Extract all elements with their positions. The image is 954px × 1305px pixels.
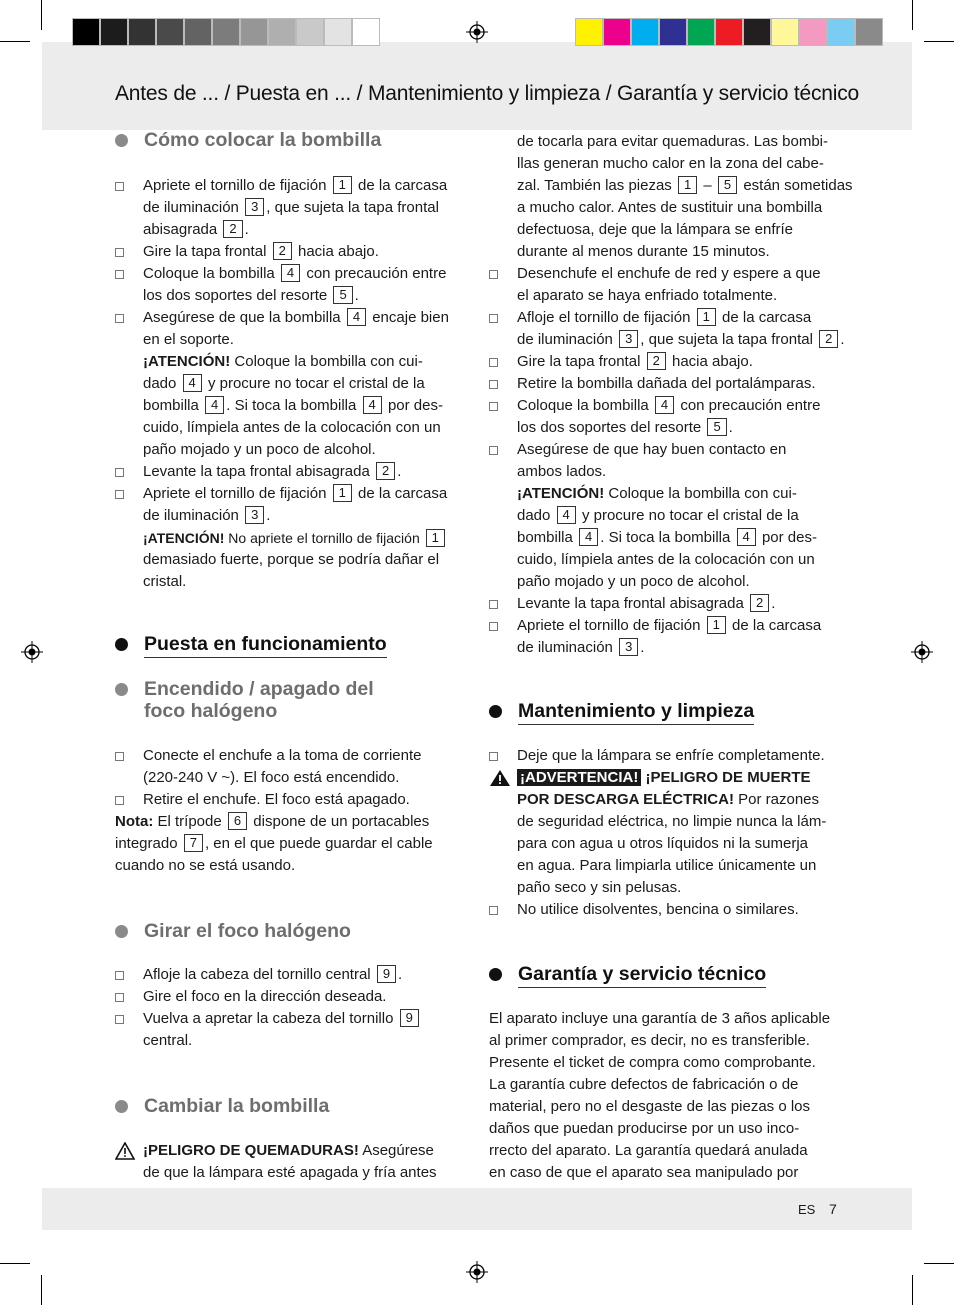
part-number: 4 xyxy=(205,396,224,414)
gray-swatch xyxy=(240,18,268,46)
checkbox-bullet-icon xyxy=(489,446,498,455)
part-number: 4 xyxy=(737,528,756,546)
color-swatch xyxy=(575,18,603,46)
part-number: 9 xyxy=(400,1009,419,1027)
crop-mark xyxy=(41,1275,42,1305)
checkbox-bullet-icon xyxy=(115,270,124,279)
page-number: 7 xyxy=(829,1201,837,1217)
gray-swatch xyxy=(100,18,128,46)
color-swatch xyxy=(855,18,883,46)
bullet-dot-icon xyxy=(489,968,502,981)
color-swatch xyxy=(771,18,799,46)
checkbox-bullet-icon xyxy=(489,752,498,761)
part-number: 1 xyxy=(426,529,445,547)
danger-label: ¡PELIGRO DE QUEMADURAS! xyxy=(143,1142,359,1159)
part-number: 1 xyxy=(333,484,352,502)
bullet-dot-icon xyxy=(115,1100,128,1113)
footer-band xyxy=(42,1188,912,1230)
crop-mark xyxy=(912,0,913,30)
color-swatch xyxy=(687,18,715,46)
gray-swatch xyxy=(184,18,212,46)
gray-swatch xyxy=(296,18,324,46)
color-swatch xyxy=(743,18,771,46)
part-number: 3 xyxy=(245,198,264,216)
part-number: 3 xyxy=(619,638,638,656)
warranty-paragraph: El aparato incluye una garantía de 3 años aplicable al primer comprador, es decir, no es transferible. Presente el ticket de compra como comprobante. La garantía cubre defectos de fabricación o de material, pero no el desgaste de las piezas o los daños que puedan producirse por un uso inco- rrecto del aparato. La garantía quedará anulada en caso de que el aparato sea manipulado por xyxy=(489,1010,831,1181)
part-number: 5 xyxy=(707,418,726,436)
crop-mark xyxy=(0,1263,30,1264)
registration-mark-icon xyxy=(21,641,43,663)
part-number: 3 xyxy=(619,330,638,348)
checkbox-bullet-icon xyxy=(115,993,124,1002)
gray-swatch xyxy=(72,18,100,46)
part-number: 4 xyxy=(557,506,576,524)
footer-language: ES xyxy=(798,1202,816,1217)
attention-label: ¡ATENCIÓN! xyxy=(143,530,225,546)
gray-swatch xyxy=(156,18,184,46)
checkbox-bullet-icon xyxy=(115,182,124,191)
registration-mark-icon xyxy=(911,641,933,663)
part-number: 3 xyxy=(245,506,264,524)
warning-triangle-icon xyxy=(115,1142,135,1160)
crop-mark xyxy=(41,0,42,30)
part-number: 4 xyxy=(347,308,366,326)
part-number: 7 xyxy=(184,834,203,852)
gray-swatch xyxy=(324,18,352,46)
part-number: 1 xyxy=(333,176,352,194)
checkbox-bullet-icon xyxy=(115,1015,124,1024)
checkbox-bullet-icon xyxy=(489,314,498,323)
checkbox-bullet-icon xyxy=(115,248,124,257)
part-number: 1 xyxy=(678,176,697,194)
part-number: 4 xyxy=(363,396,382,414)
warning-badge: ¡ADVERTENCIA! xyxy=(517,769,641,786)
checkbox-bullet-icon xyxy=(115,796,124,805)
attention-label: ¡ATENCIÓN! xyxy=(517,485,605,502)
part-number: 4 xyxy=(579,528,598,546)
crop-mark xyxy=(924,1263,954,1264)
gray-swatch xyxy=(268,18,296,46)
part-number: 2 xyxy=(223,220,242,238)
gray-swatch xyxy=(352,18,380,46)
checkbox-bullet-icon xyxy=(115,314,124,323)
checkbox-bullet-icon xyxy=(115,971,124,980)
checkbox-bullet-icon xyxy=(489,380,498,389)
checkbox-bullet-icon xyxy=(489,402,498,411)
color-swatch xyxy=(659,18,687,46)
checkbox-bullet-icon xyxy=(489,358,498,367)
part-number: 4 xyxy=(655,396,674,414)
part-number: 5 xyxy=(718,176,737,194)
crop-mark xyxy=(0,41,30,42)
checkbox-bullet-icon xyxy=(115,752,124,761)
crop-mark xyxy=(924,41,954,42)
color-swatch xyxy=(603,18,631,46)
part-number: 9 xyxy=(377,965,396,983)
note-paragraph: Nota: El trípode 6 dispone de un portacables integrado 7 , en el que puede guardar el cable cuando no se está usando. xyxy=(115,813,433,874)
checkbox-bullet-icon xyxy=(489,270,498,279)
color-swatch xyxy=(715,18,743,46)
bullet-dot-icon xyxy=(115,925,128,938)
crop-mark xyxy=(912,1275,913,1305)
checkbox-bullet-icon xyxy=(489,600,498,609)
part-number: 5 xyxy=(333,286,352,304)
color-swatch xyxy=(827,18,855,46)
section-body: de tocarla para evitar quemaduras. Las bombi- llas generan mucho calor en la zona del cabe- zal. También las piezas 1 – 5 están sometidas a mucho calor. Antes de sustituir una bombilla defectuosa, deje que la lámpara se enfríe durante al menos durante 15 minutos. xyxy=(517,133,853,260)
attention-label: ¡ATENCIÓN! xyxy=(143,353,231,370)
checkbox-bullet-icon xyxy=(115,468,124,477)
part-number: 6 xyxy=(228,812,247,830)
checkbox-bullet-icon xyxy=(115,490,124,499)
registration-mark-icon xyxy=(466,1261,488,1283)
color-swatch xyxy=(631,18,659,46)
checkbox-bullet-icon xyxy=(489,622,498,631)
bullet-dot-icon xyxy=(115,134,128,147)
page-header-title: Antes de ... / Puesta en ... / Mantenimiento y limpieza / Garantía y servicio técnico xyxy=(115,82,860,105)
gray-swatch xyxy=(212,18,240,46)
part-number: 1 xyxy=(697,308,716,326)
bullet-dot-icon xyxy=(489,705,502,718)
part-number: 4 xyxy=(183,374,202,392)
checkbox-bullet-icon xyxy=(489,906,498,915)
part-number: 2 xyxy=(273,242,292,260)
color-swatch xyxy=(799,18,827,46)
registration-mark-icon xyxy=(466,21,488,43)
part-number: 2 xyxy=(750,594,769,612)
bullet-dot-icon xyxy=(115,683,128,696)
part-number: 1 xyxy=(707,616,726,634)
bullet-dot-icon xyxy=(115,638,128,651)
part-number: 2 xyxy=(647,352,666,370)
gray-swatch xyxy=(128,18,156,46)
part-number: 2 xyxy=(376,462,395,480)
part-number: 2 xyxy=(819,330,838,348)
warning-triangle-icon xyxy=(489,769,511,787)
part-number: 4 xyxy=(281,264,300,282)
